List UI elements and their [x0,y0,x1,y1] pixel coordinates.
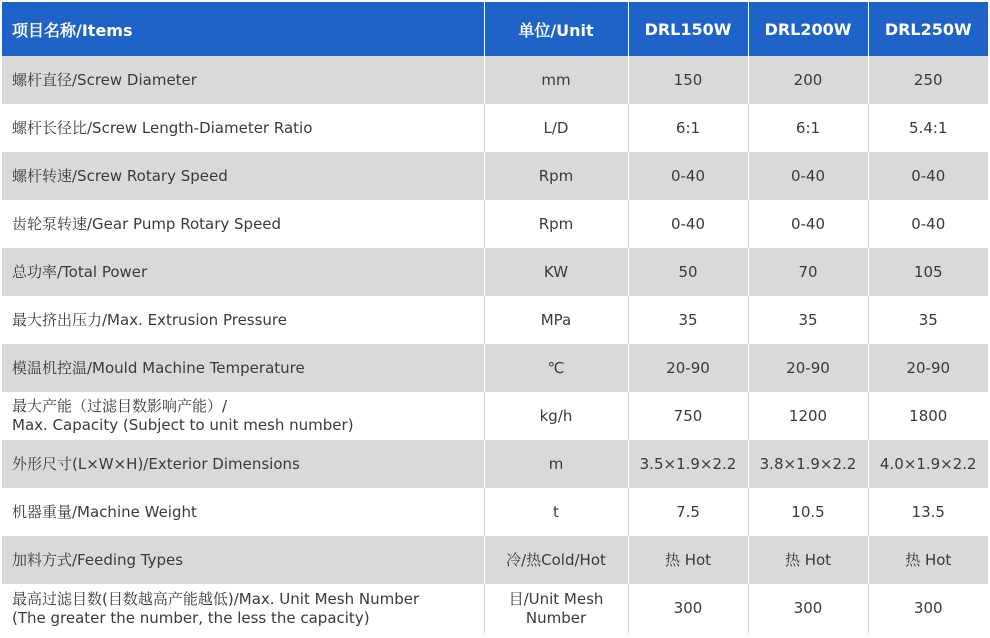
header-model-1: DRL150W [628,2,748,56]
row-item-cell [2,344,484,392]
row-item-text: 螺杆转速/Screw Rotary Speed [12,166,228,185]
table-row [2,200,988,248]
row-value-model-1: 6:1 [628,104,748,152]
row-value-model-2: 0-40 [748,152,868,200]
row-value-model-2: 0-40 [748,200,868,248]
row-value-model-2: 热 Hot [748,536,868,584]
row-unit-cell [484,248,628,296]
row-value-model-3: 热 Hot [905,550,952,569]
row-unit-text: m [548,454,564,473]
row-item-text: (The greater the number, the less the capacity) [12,608,370,627]
row-unit-text: kg/h [539,406,573,425]
row-value-model-1: 0-40 [628,200,748,248]
row-unit-text: L/D [543,118,569,137]
row-unit-cell [484,152,628,200]
spec-table [2,2,988,633]
row-value-model-1: 35 [628,296,748,344]
row-item-text: 机器重量/Machine Weight [12,502,197,521]
row-value-model-1: 7.5 [628,488,748,536]
row-value-model-2: 1200 [748,392,868,440]
row-item-cell [2,440,484,488]
row-item-text: 最高过滤目数(目数越高产能越低)/Max. Unit Mesh Number [12,589,420,608]
row-unit-text: MPa [540,310,572,329]
row-item-cell [2,104,484,152]
row-item-cell [2,248,484,296]
row-value-model-3: 0-40 [911,166,946,185]
row-unit-cell [484,440,628,488]
row-unit-text: ℃ [547,358,565,377]
table-row [2,152,988,200]
row-item-cell [2,296,484,344]
row-item-text: 总功率/Total Power [12,262,148,281]
row-value-model-2: 20-90 [748,344,868,392]
row-unit-cell [484,296,628,344]
row-unit-text: 冷/热Cold/Hot [506,550,606,569]
table-row [2,248,988,296]
row-unit-cell [484,584,628,633]
row-item-cell [2,392,484,440]
row-unit-cell [484,104,628,152]
row-value-model-3: 5.4:1 [909,118,948,137]
row-value-model-3: 20-90 [906,358,951,377]
row-unit-cell [484,488,628,536]
table-row [2,488,988,536]
row-unit-text: KW [543,262,569,281]
table-row [2,344,988,392]
row-value-model-3: 0-40 [911,214,946,233]
row-value-model-2: 300 [748,584,868,633]
table-row [2,584,988,633]
row-value-model-3: 250 [913,70,943,89]
row-item-cell [2,584,484,633]
row-value-model-1: 20-90 [628,344,748,392]
row-value-model-1: 3.5×1.9×2.2 [628,440,748,488]
table-row [2,440,988,488]
row-value-model-3: 35 [918,310,938,329]
row-item-cell [2,200,484,248]
row-item-text: 螺杆直径/Screw Diameter [12,70,197,89]
table-row [2,392,988,440]
row-value-model-2: 10.5 [748,488,868,536]
row-unit-text: Rpm [538,166,574,185]
header-row [2,2,988,56]
row-unit-cell [484,536,628,584]
row-value-model-1: 150 [628,56,748,104]
table-row [2,104,988,152]
row-unit-text: Rpm [538,214,574,233]
row-value-model-3: 13.5 [911,502,945,521]
row-value-model-2: 70 [748,248,868,296]
row-item-text: 外形尺寸(L×W×H)/Exterior Dimensions [12,454,300,473]
row-value-model-3: 4.0×1.9×2.2 [879,454,977,473]
row-value-model-1: 750 [628,392,748,440]
row-unit-text: Number [525,608,587,627]
row-value-model-3: 1800 [909,406,948,425]
row-unit-cell [484,200,628,248]
row-value-model-3: 300 [913,599,943,617]
header-model-3: DRL250W [884,19,972,39]
row-item-cell [2,536,484,584]
row-item-text: 齿轮泵转速/Gear Pump Rotary Speed [12,214,282,233]
row-unit-cell [484,56,628,104]
row-value-model-1: 300 [628,584,748,633]
row-value-model-2: 35 [748,296,868,344]
row-value-model-3: 105 [913,262,943,281]
row-item-text: 最大挤出压力/Max. Extrusion Pressure [12,310,287,329]
row-item-cell [2,56,484,104]
table-row [2,296,988,344]
table-row [2,56,988,104]
row-item-text: Max. Capacity (Subject to unit mesh number) [12,416,354,434]
row-value-model-1: 50 [628,248,748,296]
row-item-cell [2,152,484,200]
row-value-model-2: 200 [748,56,868,104]
row-value-model-2: 6:1 [748,104,868,152]
row-item-text: 螺杆长径比/Screw Length-Diameter Ratio [12,118,313,137]
row-value-model-1: 热 Hot [628,536,748,584]
row-value-model-2: 3.8×1.9×2.2 [748,440,868,488]
table-row [2,536,988,584]
row-unit-cell [484,392,628,440]
row-unit-cell [484,344,628,392]
row-item-text: 加料方式/Feeding Types [12,550,184,569]
header-unit: 单位/Unit [484,2,628,56]
row-unit-text: t [553,502,559,521]
row-item-text: 最大产能（过滤目数影响产能）/ [12,397,228,415]
row-value-model-1: 0-40 [628,152,748,200]
row-item-cell [2,488,484,536]
row-unit-text: 目/Unit Mesh [508,589,604,608]
row-item-text: 模温机控温/Mould Machine Temperature [12,358,305,377]
header-item: 项目名称/Items [2,2,484,56]
row-unit-text: mm [541,70,571,89]
table-body [2,56,988,633]
header-model-2: DRL200W [748,2,868,56]
